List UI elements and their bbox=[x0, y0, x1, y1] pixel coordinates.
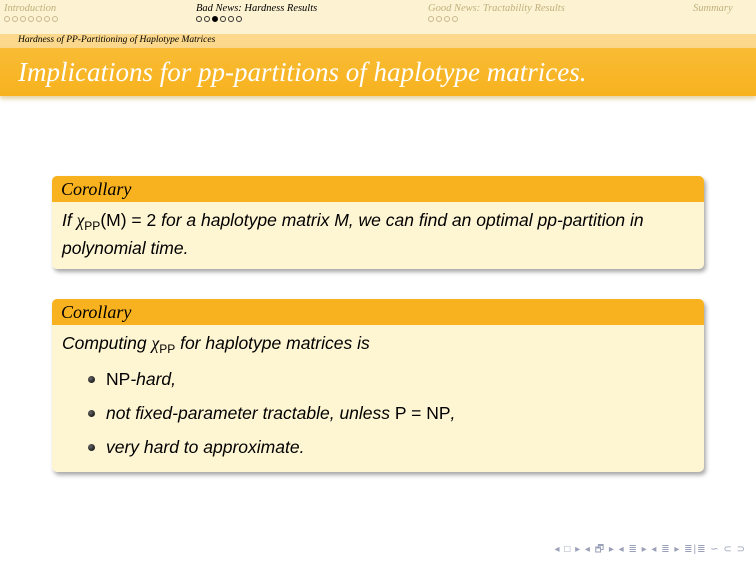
block-heading: Corollary bbox=[61, 302, 132, 322]
text: -hard, bbox=[130, 369, 177, 389]
subsection-header bbox=[0, 34, 756, 48]
slide-dot[interactable] bbox=[204, 16, 210, 22]
nav-section-bad-news[interactable] bbox=[196, 3, 317, 22]
slide-dot[interactable] bbox=[428, 16, 434, 22]
nav-dots bbox=[196, 16, 317, 22]
slide-dot[interactable] bbox=[436, 16, 442, 22]
text: for haplotype matrices is bbox=[175, 333, 370, 353]
chi-subscript: PP bbox=[84, 219, 101, 233]
page-title: Implications for pp-partitions of haplotype matrices. bbox=[18, 57, 587, 87]
slide-dot[interactable] bbox=[236, 16, 242, 22]
text: for a haplotype matrix M, we can find an optimal pp-partition in polynomial time. bbox=[62, 210, 644, 258]
slide-dot[interactable] bbox=[4, 16, 10, 22]
slide-dot[interactable] bbox=[20, 16, 26, 22]
list-item bbox=[62, 396, 694, 430]
slide-dot[interactable] bbox=[444, 16, 450, 22]
bullet-icon bbox=[88, 410, 95, 417]
slide-dot[interactable] bbox=[452, 16, 458, 22]
nav-section-label: Bad News: Hardness Results bbox=[196, 3, 318, 14]
slide-dot[interactable] bbox=[228, 16, 234, 22]
block-header bbox=[52, 176, 704, 202]
corollary-block-1 bbox=[52, 176, 704, 269]
subsection-title: Hardness of PP-Partitioning of Haplotype Matrices bbox=[18, 35, 216, 45]
chi-symbol: χ bbox=[151, 333, 160, 353]
slide-dot[interactable] bbox=[36, 16, 42, 22]
list-item bbox=[62, 430, 694, 464]
nav-section-good-news[interactable] bbox=[428, 3, 565, 22]
navigation-icons[interactable]: ◂ □ ▸ ◂ 🗗 ▸ ◂ ≣ ▸ ◂ ≣ ▸ ≣|≣ ∽ ⊂ ⊃ bbox=[554, 544, 746, 555]
corollary-block-2 bbox=[52, 299, 704, 472]
np-text: NP bbox=[106, 369, 131, 389]
math-expression: P = NP bbox=[394, 403, 451, 423]
nav-section-label: Summary bbox=[693, 3, 733, 14]
block-intro bbox=[62, 330, 694, 358]
text: not fixed-parameter tractable, unless bbox=[106, 403, 395, 423]
math-expression: (M) = 2 bbox=[100, 210, 157, 230]
nav-dots bbox=[428, 16, 565, 22]
slide-dot[interactable] bbox=[52, 16, 58, 22]
text: If bbox=[62, 210, 77, 230]
frame-title-bar bbox=[0, 48, 756, 96]
block-body bbox=[52, 325, 704, 472]
block-body bbox=[52, 202, 704, 269]
slide-dot[interactable] bbox=[44, 16, 50, 22]
nav-section-label: Good News: Tractability Results bbox=[428, 3, 565, 14]
bullet-icon bbox=[88, 444, 95, 451]
slide-dot[interactable] bbox=[220, 16, 226, 22]
chi-subscript: PP bbox=[159, 342, 176, 356]
block-header bbox=[52, 299, 704, 325]
block-heading: Corollary bbox=[61, 179, 132, 199]
text: Computing bbox=[62, 333, 152, 353]
slide-dot[interactable] bbox=[12, 16, 18, 22]
text: , bbox=[450, 403, 456, 423]
nav-section-summary[interactable] bbox=[693, 3, 733, 14]
text: very hard to approximate. bbox=[106, 437, 305, 457]
bullet-list bbox=[62, 362, 694, 464]
slide-dot-current[interactable] bbox=[212, 16, 218, 22]
nav-dots bbox=[4, 16, 58, 22]
slide-dot[interactable] bbox=[196, 16, 202, 22]
chi-symbol: χ bbox=[76, 210, 85, 230]
section-navigation bbox=[0, 0, 756, 34]
nav-section-introduction[interactable] bbox=[4, 3, 58, 22]
bullet-icon bbox=[88, 376, 95, 383]
list-item bbox=[62, 362, 694, 396]
slide-dot[interactable] bbox=[28, 16, 34, 22]
beamer-navigation-controls[interactable] bbox=[554, 542, 746, 559]
nav-section-label: Introduction bbox=[4, 3, 57, 14]
